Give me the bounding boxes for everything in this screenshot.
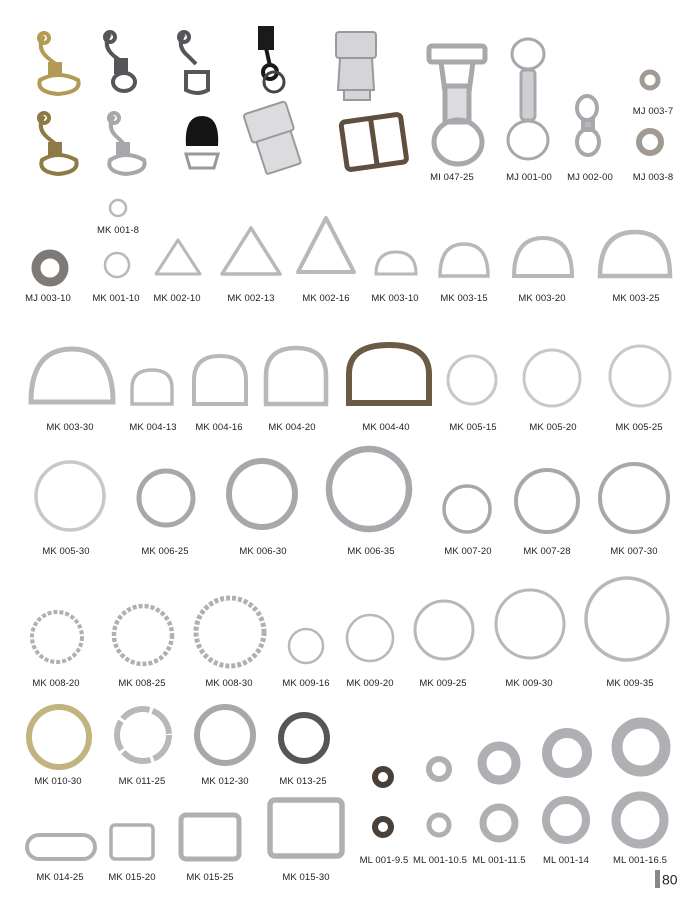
- wire-ring-mk009-30: [492, 586, 568, 662]
- eyelet-mj003-10: [30, 248, 70, 288]
- label-ml001-10-5: ML 001-10.5: [412, 855, 468, 866]
- washer-ml001-14-bottom: [540, 794, 592, 846]
- split-ring-mk005-25: [606, 342, 674, 410]
- rect-loop-mk015-25: [178, 812, 242, 862]
- o-ring-mk007-28: [512, 466, 582, 536]
- label-mk008-25: MK 008-25: [118, 678, 166, 689]
- strap-adjuster-hook-silver: [425, 42, 491, 168]
- twisted-ring-mk008-25: [110, 602, 176, 668]
- rect-loop-mk015-30: [266, 796, 346, 860]
- grommet-ml001-14-top: [540, 726, 594, 780]
- twisted-ring-mk008-20: [28, 608, 86, 666]
- spring-ring-mk012-30: [192, 702, 258, 768]
- label-mk009-25: MK 009-25: [419, 678, 467, 689]
- label-mk012-30: MK 012-30: [201, 776, 249, 787]
- label-mk009-35: MK 009-35: [606, 678, 654, 689]
- label-mk015-25: MK 015-25: [186, 872, 234, 883]
- rect-loop-mk015-20: [108, 822, 156, 862]
- page-number-text: 80: [662, 871, 678, 888]
- label-mk004-20: MK 004-20: [268, 422, 316, 433]
- label-mk011-25: MK 011-25: [118, 776, 166, 787]
- label-mk005-15: MK 005-15: [449, 422, 497, 433]
- label-mk006-25: MK 006-25: [141, 546, 189, 557]
- label-mk008-20: MK 008-20: [32, 678, 80, 689]
- label-mk001-8: MK 001-8: [97, 225, 139, 236]
- label-mk003-15: MK 003-15: [440, 293, 488, 304]
- o-ring-mk007-20: [440, 482, 494, 536]
- spring-ring-mk011-25: [112, 704, 174, 766]
- label-ml001-11-5: ML 001-11.5: [472, 855, 526, 866]
- roller-buckle-bronze: [338, 110, 410, 176]
- swivel-snap-hook-silver: [100, 108, 160, 178]
- label-mk015-20: MK 015-20: [108, 872, 156, 883]
- small-eyelet-mj003-8: [634, 126, 666, 158]
- label-mj003-7: MJ 003-7: [632, 106, 674, 117]
- d-ring-mk004-13: [128, 366, 176, 408]
- wire-ring-mk009-16: [286, 626, 326, 666]
- d-ring-mk003-10: [372, 248, 420, 278]
- oval-loop-mk014-25: [24, 832, 98, 862]
- d-ring-mk003-25: [596, 228, 674, 280]
- washer-ml001-10-5-bottom: [424, 810, 454, 840]
- label-mj003-8: MJ 003-8: [632, 172, 674, 183]
- side-release-buckle-silver: [330, 30, 386, 102]
- label-mj003-10: MJ 003-10: [25, 293, 71, 304]
- label-mj002-00: MJ 002-00: [567, 172, 613, 183]
- label-mk015-30: MK 015-30: [282, 872, 330, 883]
- label-mk001-10: MK 001-10: [92, 293, 140, 304]
- label-mk009-20: MK 009-20: [346, 678, 394, 689]
- twisted-ring-mk008-30: [192, 594, 268, 670]
- label-mk013-25: MK 013-25: [279, 776, 327, 787]
- o-ring-mk006-30: [224, 456, 300, 532]
- triangle-ring-mk002-13: [218, 224, 284, 278]
- page-number: [655, 870, 678, 890]
- label-mk005-20: MK 005-20: [529, 422, 577, 433]
- d-ring-mk003-15: [436, 240, 492, 280]
- spring-ring-mk013-25: [276, 710, 332, 766]
- lobster-clasp-black: [176, 110, 228, 176]
- label-mk003-25: MK 003-25: [612, 293, 660, 304]
- label-mk002-10: MK 002-10: [153, 293, 201, 304]
- grommet-ml001-11-5-top: [476, 740, 522, 786]
- label-ml001-9-5: ML 001-9.5: [359, 855, 409, 866]
- detachable-keyring-silver: [505, 36, 551, 164]
- split-ring-mk005-20: [520, 346, 584, 410]
- label-mk002-16: MK 002-16: [302, 293, 350, 304]
- grommet-ml001-9-5-top: [370, 764, 396, 790]
- label-mk006-30: MK 006-30: [239, 546, 287, 557]
- d-ring-mk003-30: [26, 344, 118, 408]
- o-ring-mk006-35: [324, 444, 414, 534]
- wire-ring-mk009-35: [582, 574, 672, 664]
- label-mk008-30: MK 008-30: [205, 678, 253, 689]
- label-mk004-16: MK 004-16: [195, 422, 243, 433]
- label-ml001-14: ML 001-14: [543, 855, 589, 866]
- label-mk005-30: MK 005-30: [42, 546, 90, 557]
- swivel-snap-hook-brass-2: [30, 108, 90, 178]
- d-ring-mk003-20: [510, 234, 576, 280]
- label-mk002-13: MK 002-13: [227, 293, 275, 304]
- split-ring-mk005-30: [32, 458, 108, 534]
- side-release-buckle-silver-2: [244, 100, 306, 176]
- label-mk007-28: MK 007-28: [523, 546, 571, 557]
- d-ring-mk004-40: [344, 340, 434, 408]
- washer-ml001-9-5-bottom: [370, 814, 396, 840]
- swivel-snap-hook-gunmetal-2: [172, 28, 222, 98]
- d-ring-mk004-20: [262, 344, 330, 408]
- label-mk014-25: MK 014-25: [36, 872, 84, 883]
- label-mk005-25: MK 005-25: [615, 422, 663, 433]
- o-ring-mk006-25: [134, 466, 198, 530]
- swivel-snap-hook-brass-1: [30, 28, 90, 98]
- o-ring-mk007-30: [596, 460, 672, 536]
- wire-ring-mk009-20: [344, 612, 396, 664]
- wire-ring-mk009-25: [412, 598, 476, 662]
- triangle-ring-mk002-16: [294, 214, 358, 276]
- swivel-snap-hook-gunmetal: [98, 28, 148, 98]
- lanyard-clip-black: [252, 26, 292, 96]
- label-mk003-20: MK 003-20: [518, 293, 566, 304]
- washer-ml001-11-5-bottom: [478, 802, 520, 844]
- label-mk009-30: MK 009-30: [505, 678, 553, 689]
- grommet-ml001-10-5-top: [424, 754, 454, 784]
- label-mk007-30: MK 007-30: [610, 546, 658, 557]
- label-mk007-20: MK 007-20: [444, 546, 492, 557]
- d-ring-mk004-16: [190, 352, 250, 408]
- washer-ml001-16-5-bottom: [610, 790, 670, 850]
- label-ml001-16-5: ML 001-16.5: [612, 855, 668, 866]
- label-mk004-13: MK 004-13: [129, 422, 177, 433]
- label-mj001-00: MJ 001-00: [506, 172, 552, 183]
- ring-mk001-10: [102, 250, 132, 280]
- label-mk003-30: MK 003-30: [46, 422, 94, 433]
- label-mk009-16: MK 009-16: [282, 678, 330, 689]
- label-mk004-40: MK 004-40: [362, 422, 410, 433]
- label-mi047-25: MI 047-25: [430, 172, 474, 183]
- label-mk010-30: MK 010-30: [34, 776, 82, 787]
- page-number-marker: [655, 870, 660, 888]
- triangle-ring-mk002-10: [152, 236, 204, 278]
- spring-ring-mk010-30: [24, 702, 94, 772]
- grommet-ml001-16-5-top: [610, 716, 672, 778]
- ring-mk001-8: [106, 196, 130, 220]
- swivel-eye-silver: [573, 94, 603, 160]
- split-ring-mk005-15: [444, 352, 500, 408]
- label-mk003-10: MK 003-10: [371, 293, 419, 304]
- small-eyelet-mj003-7: [638, 68, 662, 92]
- label-mk006-35: MK 006-35: [347, 546, 395, 557]
